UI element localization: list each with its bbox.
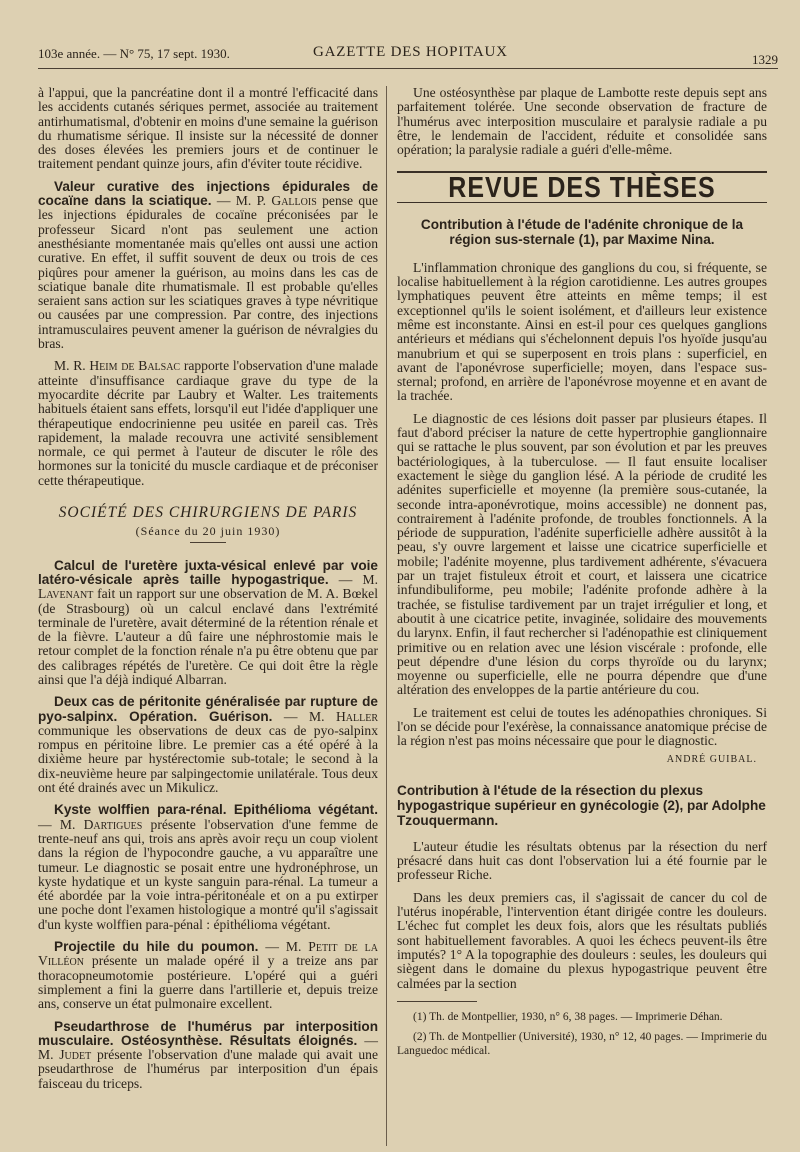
section-date: (Séance du 20 juin 1930) <box>135 524 281 539</box>
report-peritonite: Deux cas de péritonite généralisée par rupture de pyo-salpinx. Opération. Guérison. — M. Haller communique les observations de deux cas de pyo-salpinx rompus en péritoine libre. Le premier cas a été opéré à la dixième heure par hystérectomie sub-totale; le second à la dix-neuvième heure par salpingectomie unilatérale. Tous deux ont été drainés avec un Mikulicz. <box>38 694 378 796</box>
signature: ANDRÉ GUIBAL. <box>666 753 757 765</box>
revue-title: REVUE DES THÈSES <box>448 172 716 205</box>
thesis-title: Contribution à l'étude de la résection du plexus hypogastrique supérieur en gynécologie (2), par Adolphe Tzouquermann. <box>397 782 766 828</box>
report-title: Projectile du hile du poumon. <box>54 939 259 955</box>
column-divider <box>386 86 387 1146</box>
journal-title: GAZETTE DES HOPITAUX <box>313 44 508 60</box>
thesis-paragraph: L'auteur étudie les résultats obtenus par la résection du nerf présacré dans huit cas dont l'observation lui a été fournie par le professeur Riche. <box>397 838 767 883</box>
report-author: M. Petit de la Villéon <box>38 939 379 969</box>
report-title: Kyste wolffien para-rénal. Epithélioma végétant. <box>54 802 378 818</box>
left-column <box>38 86 378 1099</box>
report-title: Valeur curative des injections épidurales de cocaïne dans la sciatique. <box>38 178 378 209</box>
report-title: Deux cas de péritonite généralisée par rupture de pyo-salpinx. Opération. Guérison. <box>38 694 378 724</box>
report-title: Pseudarthrose de l'humérus par interposition musculaire. Ostéosynthèse. Résultats éloignés. <box>38 1018 378 1048</box>
report-text: fait un rapport sur une observation de M. A. Bœkel (de Strasbourg) où un calcul enclavé dans l'extrémité terminale de l'uretère, avait déterminé de la rétention rénale et de la fièvre. L'auteur a dû faire une néphrostomie mais le retour complet de la fonction rénale n'a pu être obtenu que par des calibrages répétés de l'uretère. Ce qui doit être la règle ainsi que l'a déjà indiqué Albarran. <box>38 586 378 687</box>
continuation-paragraph: Une ostéosynthèse par plaque de Lambotte reste depuis sept ans parfaitement tolérée. Une seconde observation de fracture de l'humérus avec interposition musculaire et paralysie radiale a pu être, le lendemain de l'accident, réduite et consolidée sans opération; la paralysie radiale a guéri d'elle-même. <box>397 85 767 158</box>
right-column <box>397 86 767 1064</box>
report-author: M. Dartigues <box>59 816 143 832</box>
thesis-paragraph: Dans les deux premiers cas, il s'agissait de cancer du col de l'utérus inopérable, l'intervention étant dirigée contre les douleurs. L'échec fut complet les deux fois, alors que les résultats publiés sont habituellement favorables. A quoi les échecs peuvent-ils être imputés? 1° A la topographie des douleurs : seules, les douleurs qui siègent dans le domaine du plexus hypogastrique peuvent être calmées par la section <box>397 889 767 991</box>
report-author: M. Haller <box>309 708 378 724</box>
section-title: SOCIÉTÉ DES CHIRURGIENS DE PARIS <box>58 504 358 522</box>
report-balsac <box>38 359 378 488</box>
page-number: 1329 <box>752 52 778 67</box>
footnote: (1) Th. de Montpellier, 1930, n° 6, 38 pages. — Imprimerie Déhan. <box>413 1010 723 1023</box>
report-text: rapporte l'observation d'une malade atteinte d'insuffisance cardiaque grave du type de la myocardite décrite par Laubry et Walter. Les traitements habituels étaient sans effets, lorsqu'il eut l'idée d'appliquer une thérapeutique endocrinienne peu usitée en pareil cas. Très rapidement, la malade recouvra une activité sensiblement normale, ce qui permet à l'auteur de discuter le rôle des hormones sur la tonicité du muscle cardiaque et de préconiser cette thérapeutique. <box>38 358 379 488</box>
report-author: M. Judet <box>38 1047 92 1063</box>
report-text: présente un malade opéré il y a treize ans par thoracopneumotomie postérieure. L'opéré qui a guéri simplement a fini la guerre dans l'artillerie et, depuis treize ans, conserve un état pulmonaire excellent. <box>38 953 378 1012</box>
thesis-title: Contribution à l'étude de l'adénite chronique de la région sus-sternale (1), par Maxime Nina. <box>420 216 744 247</box>
report-text: présente l'observation d'une malade qui avait une pseudarthrose de l'humérus par interposition d'un épais faisceau du triceps. <box>38 1047 378 1091</box>
thesis-paragraph: L'inflammation chronique des ganglions du cou, si fréquente, se localise habituellement à la région carotidienne. Les autres groupes lymphatiques peuvent être atteints en même temps; il est exceptionnel qu'ils le soient isolément, et d'ailleurs leur existence même est inconstante. Ainsi en est-il pour ces quelques ganglions antérieurs et médians qui s'échelonnent depuis l'os hyoïde jusqu'au manubrium et qui se superposent en trois plans : superficiel, en avant de l'aponévrose superficielle; moyen, dans l'espace sus-sternal; profond, en arrière de l'aponévrose moyenne et en avant de la trachée. <box>397 259 767 404</box>
report-text: communique les observations de deux cas de pyo-salpinx rompus en péritoine libre. Le premier cas a été opéré à la dixième heure par hystérectomie sub-totale; le second à la dix-neuvième heure par salpingectomie unilatérale. Tous deux ont été drainés avec un Mikulicz. <box>38 722 378 796</box>
thesis-paragraph: Le diagnostic de ces lésions doit passer par plusieurs étapes. Il faut d'abord préciser la nature de cette hypertrophie ganglionnaire qui se rattache le plus souvent, par son évolution et par les preuves bactériologiques, à la tuberculose. — Il faut ensuite localiser exactement le siège du ganglion lésé. A la période de crudité les adénites superficielle et moyenne (la première sous-cutanée, la seconde intra-aponévrotique, moins accessible) ne donnent pas, contrairement à l'adénite profonde, de troubles fonctionnels. A la période de suppuration, l'adénite superficielle adhère aussitôt à la peau, s'y ouvre largement et laisse une cicatrice superficielle et mobile; l'adénite moyenne, plus tardivement adhérente, s'évacuera par un trajet fistuleux étroit et court, et laissera une cicatrice infundibuliforme, peu mobile; l'adénite profonde adhère à la trachée, se fistulise tardivement par un trajet irrégulier et long, et aboutit à une cicatrice petite, invaginée, solidaire des mouvements du larynx. Enfin, il faut rechercher si l'adénopathie est cliniquement primitive ou en relation avec une lésion viscérale : profonde, elle peut dépendre d'une lésion du corps thyroïde ou du larynx; moyenne ou superficielle, elle ne pourra dépendre que d'une altération des enveloppes de la partie antérieure du cou. <box>397 410 767 698</box>
report-cocaine: Valeur curative des injections épidurales de cocaïne dans la sciatique. — M. P. Gallois pense que les injections épidurales de cocaïne préconisées par le professeur Sicard n'ont pas seulement une action anesthésiante momentanée mais qu'elles ont aussi une action curative. En effet, il suffit souvent de deux ou trois de ces piqûres pour amener la guérison, au moins dans les cas de sciatique banale dite rhumatismale. Il est probable qu'elles seraient sans action sur les sciatiques graves à type névritique ou causées par une compression. Par contre, des injections intramusculaires peuvent amener la guérison de névralgies du bras. <box>38 178 379 352</box>
section-rule <box>190 542 226 543</box>
issue-info: 103e année. — N° 75, 17 sept. 1930. <box>38 46 230 61</box>
report-author: M. Lavenant <box>38 571 378 602</box>
report-author: M. R. Heim de Balsac <box>54 358 181 374</box>
report-title: Calcul de l'uretère juxta-vésical enlevé par voie latéro-vésicale après taille hypogastrique. <box>38 557 378 587</box>
report-text: présente l'observation d'une femme de trente-neuf ans qui, trois ans après avoir reçu un coup violent dans la région de l'hypocondre gauche, a vu apparaître une tumeur. Le diagnostic se posait entre une hydronéphrose, un kyste hydatique et un kyste sanguin para-rénal. La tumeur a été abordée par la voie intra-péritonéale et on a pu extirper une poche dont l'examen histologique a montré qu'il s'agissait d'un kyste wolffien para-pénal : épithélioma végétant. <box>38 816 378 932</box>
footnote-rule <box>397 1001 477 1002</box>
report-author: M. P. Gallois <box>235 193 317 209</box>
footnote: (2) Th. de Montpellier (Université), 1930, n° 12, 40 pages. — Imprimerie du Languedoc médical. <box>397 1030 767 1057</box>
report-projectile: Projectile du hile du poumon. — M. Petit de la Villéon présente un malade opéré il y a treize ans par thoracopneumotomie postérieure. L'opéré qui a guéri simplement a fini la guerre dans l'artillerie et, depuis treize ans, conserve un état pulmonaire excellent. <box>38 939 379 1012</box>
thesis-paragraph: Le traitement est celui de toutes les adénopathies chroniques. Si l'on se décide pour l'exérèse, la connaissance anatomique précise de la région n'est pas moins nécessaire que pour le diagnostic. <box>397 704 767 749</box>
running-header <box>38 44 778 69</box>
intro-paragraph: à l'appui, que la pancréatine dont il a montré l'efficacité dans les accidents cutanés sériques permet, associée au traitement antirhumatismal, d'obtenir en moins d'une semaine la guérison du rhumatisme sérique. Il insiste sur la nécessité de donner des doses élevées les premiers jours et de continuer le traitement pendant quinze jours, afin d'éviter toute récidive. <box>38 85 378 172</box>
report-calcul: Calcul de l'uretère juxta-vésical enlevé par voie latéro-vésicale après taille hypogastrique. — M. Lavenant fait un rapport sur une observation de M. A. Bœkel (de Strasbourg) où un calcul enclavé dans l'extrémité terminale de l'uretère, avait déterminé de la rétention rénale et de la fièvre. L'auteur a dû faire une néphrostomie mais le retour complet de la fonction rénale n'a pu être obtenu que par des calibrages répétés de l'uretère. Ce qui doit être la règle ainsi que l'a déjà indiqué Albarran. <box>38 557 378 687</box>
report-kyste: Kyste wolffien para-rénal. Epithélioma végétant. — M. Dartigues présente l'observation d'une femme de trente-neuf ans qui, trois ans après avoir reçu un coup violent dans la région de l'hypocondre gauche, a vu apparaître une tumeur. Le diagnostic se posait entre une hydronéphrose, un kyste hydatique et un kyste sanguin para-rénal. La tumeur a été abordée par la voie intra-péritonéale et on a pu extirper une poche dont l'examen histologique a montré qu'il s'agissait d'un kyste wolffien para-pénal : épithélioma végétant. <box>38 802 378 932</box>
report-text: pense que les injections épidurales de cocaïne préconisées par le professeur Sicard n'ont pas seulement une action anesthésiante momentanée mais qu'elles ont aussi une action curative. En effet, il suffit souvent de deux ou trois de ces piqûres pour amener la guérison, au moins dans les cas de sciatique banale dite rhumatismale. Il est probable qu'elles seraient sans action sur les sciatiques graves à type névritique ou causées par une compression. Par contre, des injections intramusculaires peuvent amener la guérison de névralgies du bras. <box>38 193 379 352</box>
report-pseudarthrose: Pseudarthrose de l'humérus par interposition musculaire. Ostéosynthèse. Résultats éloignés. — M. Judet présente l'observation d'une malade qui avait une pseudarthrose de l'humérus par interposition d'un épais faisceau du triceps. <box>38 1018 378 1091</box>
